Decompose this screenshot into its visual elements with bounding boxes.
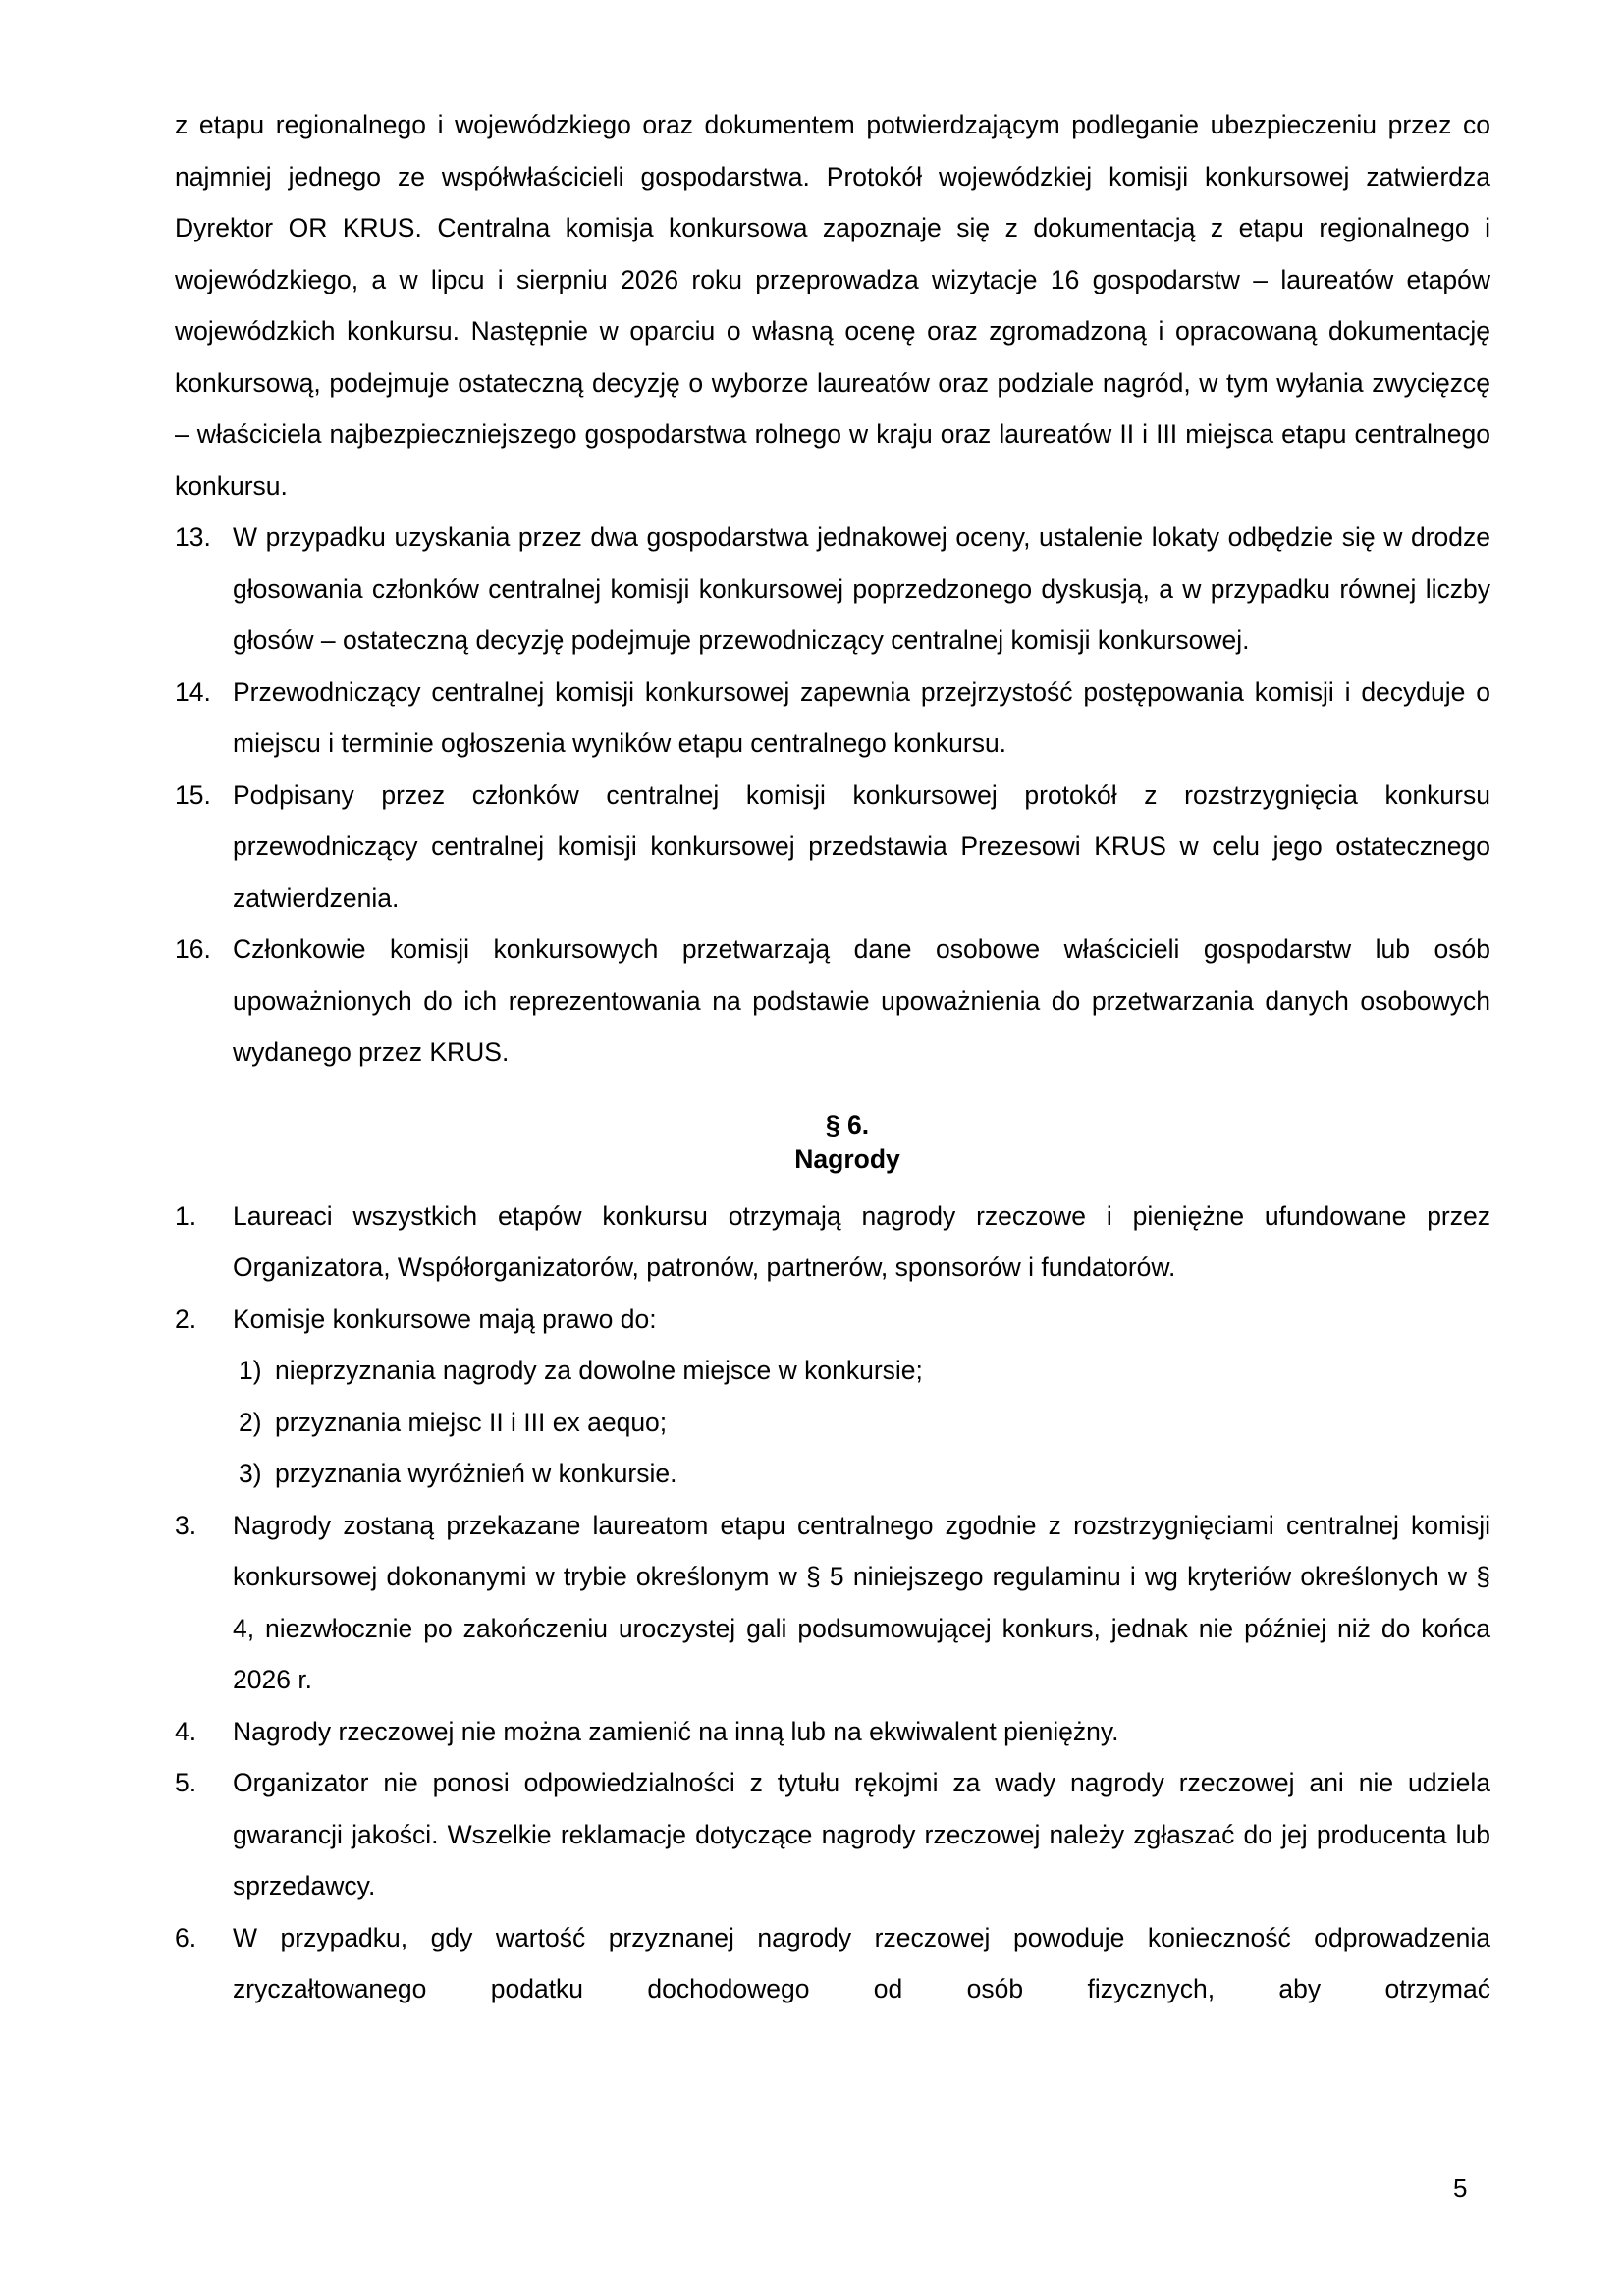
item-text: W przypadku, gdy wartość przyznanej nagrody rzeczowej powoduje konieczność odprowadzenia zryczałtowanego podatku dochodowego od osób fizycznych, aby otrzymać xyxy=(233,1922,1490,2003)
list-item-14 xyxy=(175,667,1490,770)
item-number: 16. xyxy=(175,934,211,964)
continued-paragraph: z etapu regionalnego i wojewódzkiego oraz dokumentem potwierdzającym podleganie ubezpieczeniu przez co najmniej jednego ze współwłaścicieli gospodarstwa. Protokół wojewódzkiej komisji konkursowej zatwierdza Dyrektor OR KRUS. Centralna komisja konkursowa zapoznaje się z dokumentacją z etapu regionalnego i wojewódzkiego, a w lipcu i sierpniu 2026 roku przeprowadza wizytacje 16 gospodarstw – laureatów etapów wojewódzkich konkursu. Następnie w oparciu o własną ocenę oraz zgromadzoną i opracowaną dokumentację konkursową, podejmuje ostateczną decyzję o wyborze laureatów oraz podziale nagród, w tym wyłania zwycięzcę – właściciela najbezpieczniejszego gospodarstwa rolnego w kraju oraz laureatów II i III miejsca etapu centralnego konkursu. xyxy=(175,110,1490,501)
item-number: 15. xyxy=(175,779,211,810)
subitem-text: nieprzyznania nagrody za dowolne miejsce w konkursie; xyxy=(275,1356,923,1385)
item-number: 13. xyxy=(175,522,211,552)
list-item-5 xyxy=(175,1757,1490,1912)
item-number: 5. xyxy=(175,1768,197,1797)
item-number: 1. xyxy=(175,1201,197,1231)
item-text: Członkowie komisji konkursowych przetwarzają dane osobowe właścicieli gospodarstw lub osób upoważnionych do ich reprezentowania na podstawie upoważnienia do przetwarzania danych osobowych wydanego przez KRUS. xyxy=(233,934,1490,1067)
list-item-3 xyxy=(175,1500,1490,1706)
subitem-text: przyznania miejsc II i III ex aequo; xyxy=(275,1407,668,1437)
item-number: 14. xyxy=(175,676,211,707)
list-item-2 xyxy=(175,1294,1490,1346)
list-item-16 xyxy=(175,924,1490,1079)
item-text: Laureaci wszystkich etapów konkursu otrzymają nagrody rzeczowe i pieniężne ufundowane przez Organizatora, Współorganizatorów, patronów, partnerów, sponsorów i fundatorów. xyxy=(233,1201,1490,1282)
sublist xyxy=(239,1345,1490,1500)
item-text: W przypadku uzyskania przez dwa gospodarstwa jednakowej oceny, ustalenie lokaty odbędzie się w drodze głosowania członków centralnej komisji konkursowej poprzedzonego dyskusją, a w przypadku równej liczby głosów – ostateczną decyzję podejmuje przewodniczący centralnej komisji konkursowej. xyxy=(233,522,1490,655)
page-number: 5 xyxy=(1453,2173,1468,2203)
sublist-item-3 xyxy=(239,1448,1490,1500)
item-number: 2. xyxy=(175,1304,197,1334)
item-text: Komisje konkursowe mają prawo do: xyxy=(233,1304,657,1334)
section6-list xyxy=(175,1191,1490,2015)
list-item-15 xyxy=(175,770,1490,925)
item-text: Organizator nie ponosi odpowiedzialności z tytułu rękojmi za wady nagrody rzeczowej ani nie udziela gwarancji jakości. Wszelkie reklamacje dotyczące nagrody rzeczowej należy zgłaszać do jej producenta lub sprzedawcy. xyxy=(233,1768,1490,1900)
subitem-number: 3) xyxy=(239,1459,262,1488)
sublist-item-1 xyxy=(239,1345,1490,1397)
subitem-number: 1) xyxy=(239,1356,262,1385)
item-text: Nagrody zostaną przekazane laureatom etapu centralnego zgodnie z rozstrzygnięciami centralnej komisji konkursowej dokonanymi w trybie określonym w § 5 niniejszego regulaminu i wg kryteriów określonych w § 4, niezwłocznie po zakończeniu uroczystej gali podsumowującej konkurs, jednak nie później niż do końca 2026 r. xyxy=(233,1510,1490,1694)
section-title: Nagrody xyxy=(794,1144,900,1174)
subitem-number: 2) xyxy=(239,1407,262,1437)
section5-list xyxy=(175,511,1490,1079)
item-text: Przewodniczący centralnej komisji konkursowej zapewnia przejrzystość postępowania komisji i decyduje o miejscu i terminie ogłoszenia wyników etapu centralnego konkursu. xyxy=(233,676,1490,758)
list-item-1 xyxy=(175,1191,1490,1294)
item-number: 3. xyxy=(175,1510,197,1540)
sublist-item-2 xyxy=(239,1397,1490,1449)
list-item-4 xyxy=(175,1706,1490,1758)
section-symbol: § 6. xyxy=(825,1109,870,1140)
section-heading xyxy=(175,1108,1490,1177)
item-text: Nagrody rzeczowej nie można zamienić na inną lub na ekwiwalent pieniężny. xyxy=(233,1716,1119,1746)
item-number: 6. xyxy=(175,1922,197,1952)
list-item-13 xyxy=(175,511,1490,667)
subitem-text: przyznania wyróżnień w konkursie. xyxy=(275,1459,677,1488)
list-item-6 xyxy=(175,1912,1490,2015)
item-text: Podpisany przez członków centralnej komisji konkursowej protokół z rozstrzygnięcia konkursu przewodniczący centralnej komisji konkursowej przedstawia Prezesowi KRUS w celu jego ostatecznego zatwierdzenia. xyxy=(233,779,1490,913)
item-number: 4. xyxy=(175,1716,197,1746)
page-content xyxy=(175,99,1490,2015)
